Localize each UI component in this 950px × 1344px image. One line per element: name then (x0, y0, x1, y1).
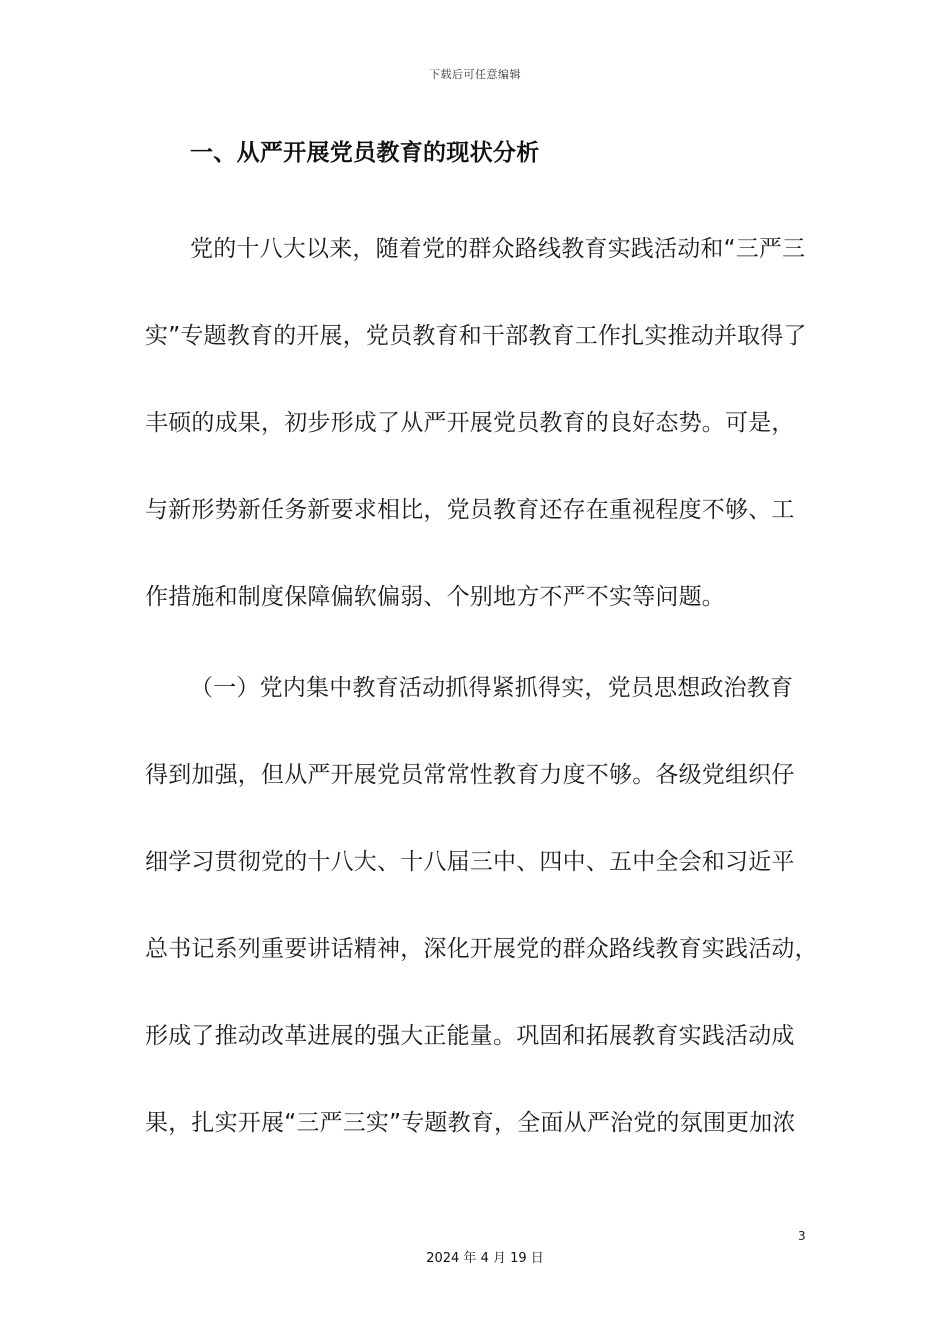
paragraph-line: 细学习贯彻党的十八大、十八届三中、四中、五中全会和习近平 (145, 849, 795, 875)
page-number: 3 (798, 1229, 806, 1243)
paragraph-line: 形成了推动改革进展的强大正能量。巩固和拓展教育实践活动成 (145, 1023, 795, 1049)
paragraph-line: 与新形势新任务新要求相比，党员教育还存在重视程度不够、工 (145, 497, 795, 523)
paragraph-line: 总书记系列重要讲话精神，深化开展党的群众路线教育实践活动， (145, 936, 818, 962)
footer-date: 2024 年 4 月 19 日 (426, 1251, 544, 1266)
paragraph-line: （一）党内集中教育活动抓得紧抓得实，党员思想政治教育 (190, 675, 794, 701)
paragraph-line: 党的十八大以来，随着党的群众路线教育实践活动和“三严三 (190, 236, 806, 262)
paragraph-line: 得到加强，但从严开展党员常常性教育力度不够。各级党组织仔 (145, 762, 795, 788)
paragraph-line: 作措施和制度保障偏软偏弱、个别地方不严不实等问题。 (145, 584, 725, 610)
paragraph-line: 实”专题教育的开展，党员教育和干部教育工作扎实推动并取得了 (145, 323, 807, 349)
paragraph-line: 果，扎实开展“三严三实”专题教育，全面从严治党的氛围更加浓 (145, 1110, 796, 1136)
header-note: 下载后可任意编辑 (429, 68, 521, 81)
paragraph-line: 丰硕的成果，初步形成了从严开展党员教育的良好态势。可是， (145, 410, 795, 436)
section-heading: 一、从严开展党员教育的现状分析 (190, 140, 540, 166)
